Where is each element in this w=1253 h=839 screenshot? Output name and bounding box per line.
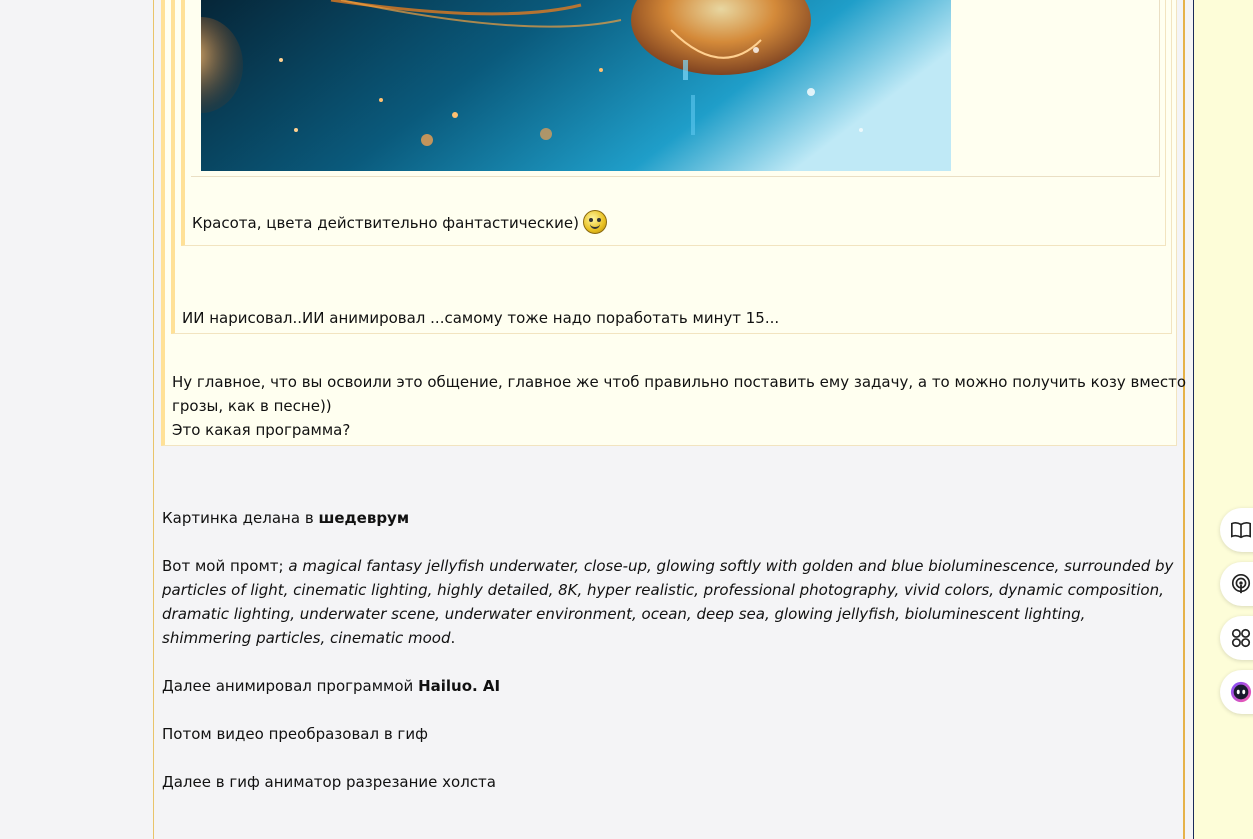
quote-mid-text: ИИ нарисовал..ИИ анимировал ...самому тоже надо поработать минут 15... [182, 309, 780, 327]
book-icon [1230, 519, 1252, 541]
quote-inner-text: Красота, цвета действительно фантастические) [192, 211, 607, 236]
reply-prompt-line1: Вот мой промт; a magical fantasy jellyfish underwater, close-up, glowing softly with golden and blue bioluminescence, surrounded by [162, 557, 1174, 575]
program-name-shedevrum: шедеврум [318, 509, 410, 527]
program-name-hailuo: Hailuo. AI [418, 677, 501, 695]
assistant-icon [1230, 681, 1252, 703]
reply-paragraph-3: Далее анимировал программой Hailuo. AI [162, 677, 501, 695]
reply-prompt-line2: particles of light, cinematic lighting, highly detailed, 8K, hyper realistic, professional photography, vivid colors, dynamic composition, [162, 581, 1164, 599]
apps-icon [1230, 627, 1252, 649]
jellyfish-image[interactable] [201, 0, 951, 171]
smiley-emoticon [583, 210, 607, 234]
reply-paragraph-4: Потом видео преобразовал в гиф [162, 725, 428, 743]
podcast-icon [1230, 573, 1252, 595]
quote-outer-line1: Ну главное, что вы освоили это общение, главное же чтоб правильно поставить ему задачу, а то можно получить козу вместо [172, 373, 1187, 391]
reply-prompt-line3: dramatic lighting, underwater scene, underwater environment, ocean, deep sea, glowing jellyfish, bioluminescent lighting, [162, 605, 1086, 623]
jellyfish-illustration [201, 0, 951, 171]
reply-prompt-line4: shimmering particles, cinematic mood. [162, 629, 456, 647]
quote-outer-line3: Это какая программа? [172, 421, 351, 439]
reply-paragraph-5: Далее в гиф аниматор разрезание холста [162, 773, 496, 791]
reply-paragraph-1: Картинка делана в шедеврум [162, 509, 410, 527]
quote-outer-line2: грозы, как в песне)) [172, 397, 332, 415]
